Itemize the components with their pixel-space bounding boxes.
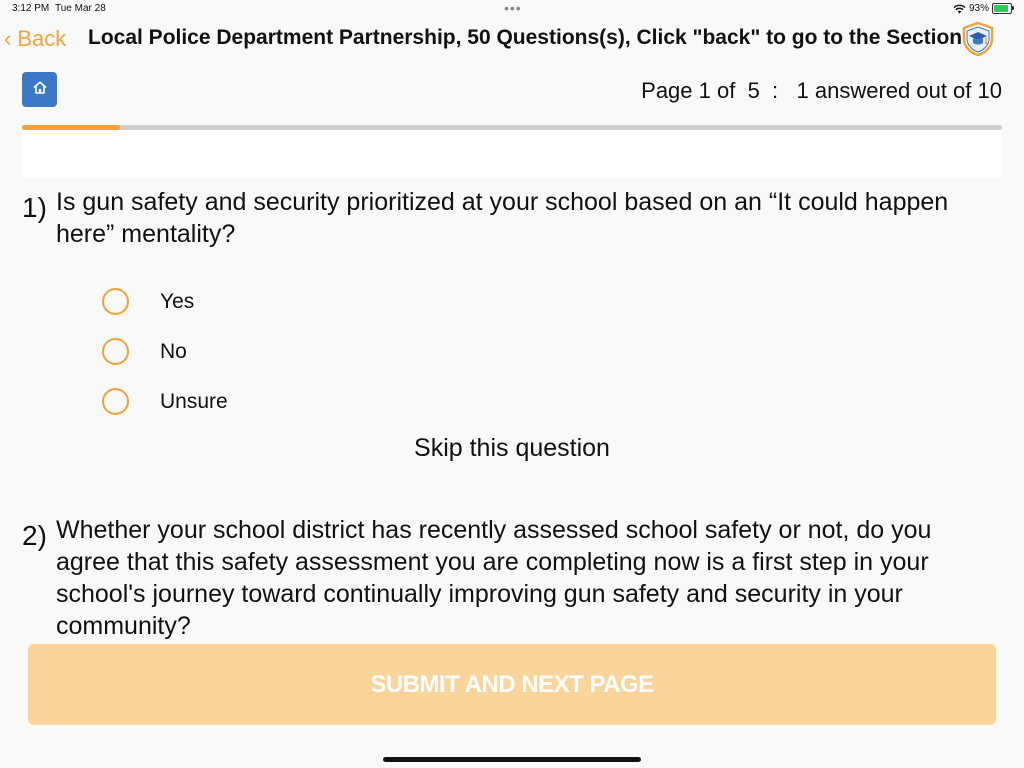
multitasking-dots[interactable]: ••• bbox=[504, 0, 522, 16]
page-label: Page 1 of bbox=[641, 78, 736, 103]
radio-button-icon[interactable] bbox=[102, 388, 129, 415]
answered-count: 1 answered out of 10 bbox=[796, 78, 1002, 103]
question-number: 2) bbox=[22, 520, 47, 551]
question-text: Whether your school district has recently assessed school safety or not, do you agree that this safety assessment you are completing now is a first step in your school's journey toward continually improving gun safety and security in your community? bbox=[56, 516, 932, 640]
back-label: Back bbox=[17, 26, 67, 51]
status-date: Tue Mar 28 bbox=[55, 3, 106, 14]
page-separator: : bbox=[772, 78, 779, 103]
battery-percent: 93% bbox=[968, 3, 989, 14]
radio-button-icon[interactable] bbox=[102, 288, 129, 315]
wifi-icon bbox=[953, 4, 966, 14]
radio-button-icon[interactable] bbox=[102, 338, 129, 365]
option-no[interactable] bbox=[102, 338, 187, 365]
battery-charging-icon bbox=[992, 3, 1012, 14]
navigation-bar bbox=[0, 18, 1024, 62]
chevron-left-icon: ‹ bbox=[4, 26, 12, 51]
skip-question-link[interactable]: Skip this question bbox=[414, 434, 610, 462]
shield-graduation-cap-icon bbox=[962, 22, 994, 56]
status-bar bbox=[0, 0, 1024, 18]
option-unsure[interactable] bbox=[102, 388, 228, 415]
question-2 bbox=[22, 514, 982, 642]
submit-next-page-button[interactable]: SUBMIT AND NEXT PAGE bbox=[28, 644, 996, 725]
option-label: Unsure bbox=[160, 389, 228, 413]
option-yes[interactable] bbox=[102, 288, 194, 315]
status-time: 3:12 PM bbox=[12, 3, 50, 14]
content-card-top bbox=[22, 130, 1002, 178]
home-icon bbox=[33, 81, 47, 99]
back-button[interactable] bbox=[4, 26, 66, 52]
question-1 bbox=[22, 186, 982, 413]
question-number: 1) bbox=[22, 192, 47, 223]
status-indicators bbox=[953, 3, 1012, 14]
option-label: No bbox=[160, 339, 187, 363]
page-indicator bbox=[641, 78, 1002, 104]
question-text: Is gun safety and security prioritized at your school based on an “It could happen here” mentality? bbox=[56, 188, 949, 248]
page-title: Local Police Department Partnership, 50 Questions(s), Click "back" to go to the Section bbox=[88, 26, 963, 49]
home-indicator[interactable] bbox=[383, 757, 641, 762]
home-button[interactable] bbox=[22, 72, 57, 107]
questions-scroll-area[interactable] bbox=[0, 178, 1024, 640]
option-label: Yes bbox=[160, 289, 195, 313]
page-total: 5 bbox=[747, 78, 760, 103]
